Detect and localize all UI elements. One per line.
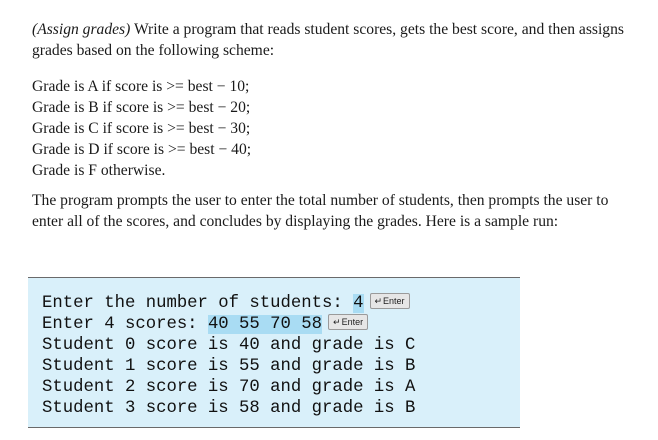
return-arrow-icon: ↵ — [374, 296, 383, 306]
exercise-intro — [32, 19, 632, 61]
enter-key-label: Enter — [341, 317, 364, 327]
input-students: 4 — [353, 294, 364, 313]
prompt-students: Enter the number of students: — [42, 294, 354, 313]
prompt-scores: Enter 4 scores: — [42, 315, 208, 334]
grade-rule-b: Grade is B if score is >= best − 20; — [32, 99, 251, 116]
console-output-line: Student 3 score is 58 and grade is B — [42, 399, 416, 418]
grading-scheme — [32, 76, 632, 181]
console-output-line: Student 1 score is 55 and grade is B — [42, 357, 416, 376]
console-line-students — [42, 293, 410, 314]
console-output-line: Student 2 score is 70 and grade is A — [42, 378, 416, 397]
enter-key-badge — [370, 293, 410, 309]
enter-key-badge — [328, 314, 368, 330]
grade-rule-a: Grade is A if score is >= best − 10; — [32, 78, 250, 95]
grade-rule-c: Grade is C if score is >= best − 30; — [32, 120, 251, 137]
console-line-scores — [42, 314, 368, 335]
sample-run-console — [28, 277, 520, 428]
grade-rule-f: Grade is F otherwise. — [32, 162, 166, 179]
enter-key-label: Enter — [383, 296, 405, 306]
exercise-intro-text: Write a program that reads student scores, gets the best score, and then assigns grades based on the following scheme: — [32, 21, 624, 59]
grade-rule-d: Grade is D if score is >= best − 40; — [32, 141, 252, 158]
exercise-lead: (Assign grades) — [32, 21, 131, 38]
exercise-description: The program prompts the user to enter the total number of students, then prompts the user to enter all of the scores, and concludes by displaying the grades. Here is a sample run: — [32, 192, 609, 230]
console-output-line: Student 0 score is 40 and grade is C — [42, 336, 416, 355]
input-scores: 40 55 70 58 — [207, 315, 323, 334]
return-arrow-icon: ↵ — [333, 317, 341, 327]
